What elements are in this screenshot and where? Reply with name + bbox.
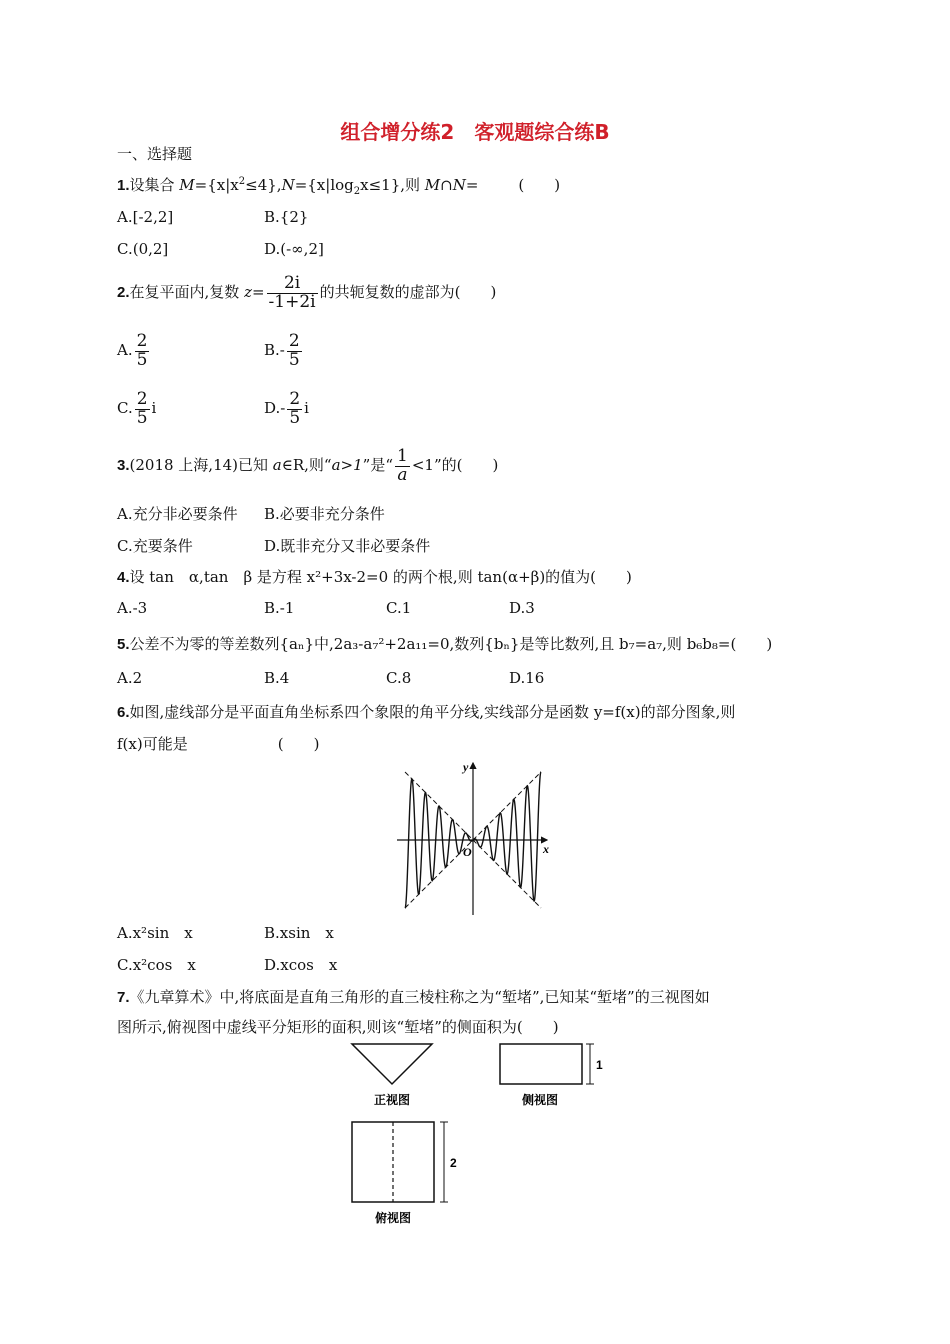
q2-text-post: 的共轭复数的虚部为( ) xyxy=(319,283,497,301)
q1-exponent: 2 xyxy=(238,176,246,187)
question-6 xyxy=(117,701,735,722)
q6-text-line1: 如图,虚线部分是平面直角坐标系四个象限的角平分线,实线部分是函数 y=f(x)的部分图象,则 xyxy=(129,703,736,721)
origin-label: O xyxy=(463,845,472,859)
q2-numerator: 2i xyxy=(267,275,318,294)
q6-option-a: A.x²sin x xyxy=(117,924,193,942)
q1-text: 设集合 xyxy=(129,176,180,194)
q2-z: z= xyxy=(244,283,265,301)
q2-c-i: i xyxy=(151,399,157,417)
q3-option-c: C.充要条件 xyxy=(117,537,193,555)
q2-option-c xyxy=(117,386,156,430)
q2-d-i: i xyxy=(304,399,309,417)
q2-c-den: 5 xyxy=(136,407,148,428)
q1-set-m: M xyxy=(179,176,195,194)
q2-a-den: 5 xyxy=(136,349,148,370)
q1-eq: = xyxy=(465,176,479,194)
q6-number: 6. xyxy=(117,704,130,721)
q2-c-label: C. xyxy=(117,399,133,417)
q1-set-n: N xyxy=(281,176,295,194)
q1-intersection: M∩N xyxy=(424,176,466,194)
q7-number: 7. xyxy=(117,989,130,1006)
q1-option-c: C.(0,2] xyxy=(117,240,169,258)
q2-c-num: 2 xyxy=(136,388,148,409)
function-graph xyxy=(395,755,560,920)
q4-number: 4. xyxy=(117,569,130,586)
q6-option-c: C.x²cos x xyxy=(117,956,196,974)
answer-blank: ( ) xyxy=(518,176,561,194)
q5-number: 5. xyxy=(117,636,130,653)
q6-line2 xyxy=(117,733,319,754)
q3-text-post: ”的( ) xyxy=(433,456,499,474)
front-view-triangle xyxy=(352,1044,432,1084)
q3-mid2: ”是“ xyxy=(362,456,393,474)
q6-text-line2: f(x)可能是 xyxy=(117,735,188,753)
q2-a-num: 2 xyxy=(136,330,148,351)
question-2 xyxy=(117,270,496,315)
q1-set2: ={x|log xyxy=(294,176,354,194)
q3-number: 3. xyxy=(117,457,130,474)
q3-text: (2018 上海,14)已知 xyxy=(129,456,273,474)
front-view-label: 正视图 xyxy=(373,1093,411,1107)
q3-option-b: B.必要非充分条件 xyxy=(264,505,385,523)
q2-fraction xyxy=(267,272,318,312)
q5-option-a: A.2 xyxy=(117,669,143,687)
q2-number: 2. xyxy=(117,284,130,301)
q3-option-d: D.既非充分又非必要条件 xyxy=(264,537,431,555)
q7-line2: 图所示,俯视图中虚线平分矩形的面积,则该“堑堵”的侧面积为( ) xyxy=(117,1018,559,1036)
q2-option-b xyxy=(264,328,304,372)
q1-option-d: D.(-∞,2] xyxy=(264,240,324,258)
q6-answer-blank: ( ) xyxy=(277,735,320,753)
question-1 xyxy=(117,174,560,197)
q3-mid: ∈R,则“ xyxy=(281,456,332,474)
y-axis-label: y xyxy=(463,760,469,774)
q3-a: a xyxy=(272,456,282,474)
dimension-1-label: 1 xyxy=(596,1058,603,1072)
question-4 xyxy=(117,566,632,587)
q4-option-b: B.-1 xyxy=(264,599,295,617)
q2-text: 在复平面内,复数 xyxy=(129,283,245,301)
q1-option-b: B.{2} xyxy=(264,208,309,226)
q1-set1: ={x|x xyxy=(194,176,239,194)
q5-option-c: C.8 xyxy=(386,669,412,687)
q3-cond1: a>1 xyxy=(331,456,363,474)
q4-text: 设 tan α,tan β 是方程 x²+3x-2=0 的两个根,则 tan(α+β)的值为( ) xyxy=(129,568,632,586)
q1-option-a: A.[-2,2] xyxy=(117,208,174,226)
section-heading: 一、选择题 xyxy=(117,145,193,163)
q4-option-d: D.3 xyxy=(509,599,535,617)
q4-option-a: A.-3 xyxy=(117,599,148,617)
x-axis-label: x xyxy=(543,842,549,856)
q2-b-label: B.- xyxy=(264,341,285,359)
question-3 xyxy=(117,443,498,488)
q6-option-b: B.xsin x xyxy=(264,924,334,942)
q5-text: 公差不为零的等差数列{aₙ}中,2a₃-a₇²+2a₁₁=0,数列{bₙ}是等比数列,且 b₇=a₇,则 b₆b₈=( ) xyxy=(129,635,773,653)
q5-option-d: D.16 xyxy=(509,669,545,687)
top-view-label: 俯视图 xyxy=(374,1211,412,1225)
q3-frac-den: a xyxy=(397,464,408,485)
q1-set2b: x≤1},则 xyxy=(360,176,425,194)
q2-d-num: 2 xyxy=(289,388,301,409)
q7-text-line1: 《九章算术》中,将底面是直角三角形的直三棱柱称之为“堑堵”,已知某“堑堵”的三视图如 xyxy=(129,988,710,1006)
q3-option-a: A.充分非必要条件 xyxy=(117,505,238,523)
q4-option-c: C.1 xyxy=(386,599,412,617)
q2-b-den: 5 xyxy=(288,349,300,370)
three-views-diagram xyxy=(340,1040,630,1230)
q2-option-a xyxy=(117,328,151,372)
q2-option-d xyxy=(264,386,309,430)
q1-set1b: ≤4}, xyxy=(245,176,282,194)
q6-option-d: D.xcos x xyxy=(264,956,338,974)
q2-d-den: 5 xyxy=(289,407,301,428)
question-7 xyxy=(117,986,710,1007)
q1-log-base: 2 xyxy=(353,186,361,197)
q1-number: 1. xyxy=(117,177,130,194)
top-view-rect xyxy=(352,1122,434,1202)
side-view-rect xyxy=(500,1044,582,1084)
page-title: 组合增分练2 客观题综合练B xyxy=(340,120,610,144)
dimension-2-label: 2 xyxy=(450,1156,457,1170)
q2-a-label: A. xyxy=(117,341,133,359)
question-5 xyxy=(117,633,772,654)
q5-option-b: B.4 xyxy=(264,669,290,687)
q2-b-num: 2 xyxy=(288,330,300,351)
q3-frac-num: 1 xyxy=(397,445,408,466)
side-view-label: 侧视图 xyxy=(521,1093,559,1107)
q3-cond2: <1 xyxy=(411,456,434,474)
q2-d-label: D.- xyxy=(264,399,286,417)
q2-denominator: -1+2i xyxy=(268,291,316,312)
